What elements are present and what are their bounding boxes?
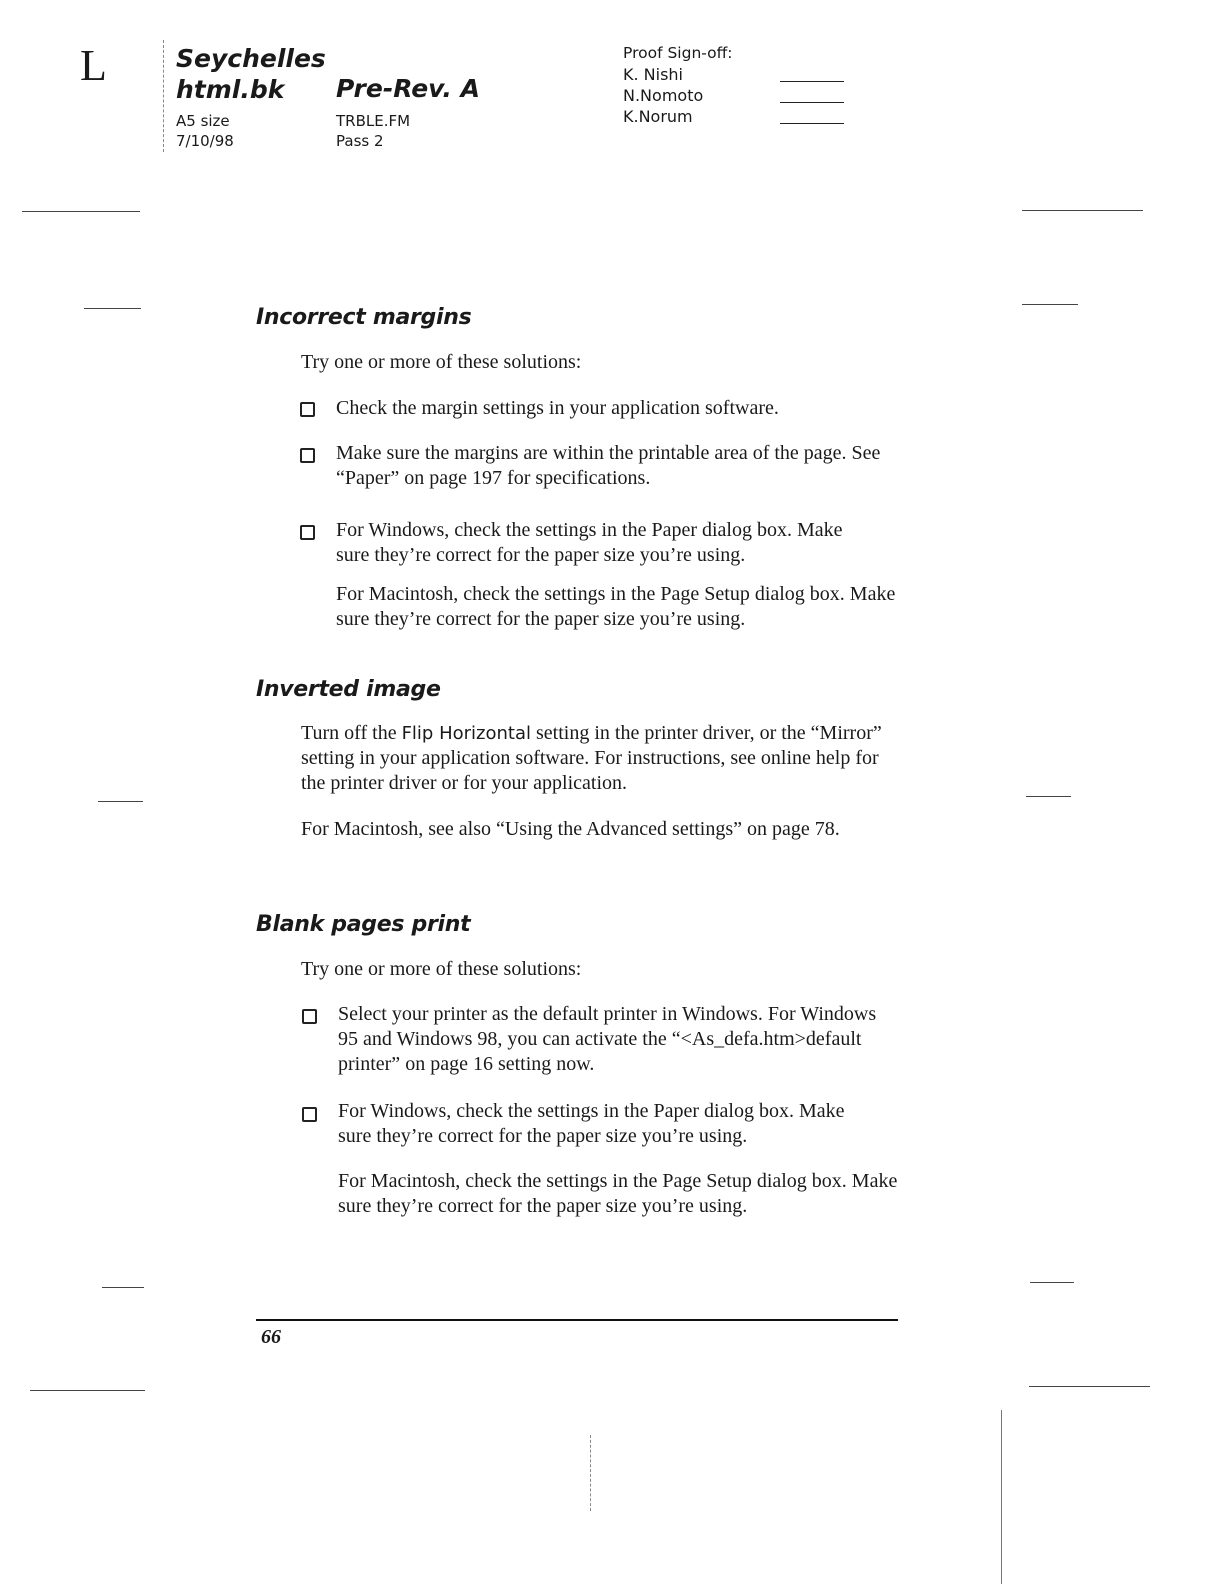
book-title-line1: Seychelles bbox=[176, 44, 326, 73]
blank-item-2: For Windows, check the settings in the Paper dialog box. Make sure they’re correct for the paper size you’re using. bbox=[338, 1100, 845, 1147]
blank-item-1: Select your printer as the default printer in Windows. For Windows 95 and Windows 98, you can activate the “<As_defa.htm>default printer” on page 16 setting now. bbox=[338, 1003, 877, 1075]
margins-item-3-mac: For Macintosh, check the settings in the Page Setup dialog box. Make sure they’re correct for the paper size you’re using. bbox=[336, 583, 896, 630]
blank-item-2-mac: For Macintosh, check the settings in the Page Setup dialog box. Make sure they’re correct for the paper size you’re using. bbox=[338, 1170, 898, 1217]
crop-mark bbox=[1022, 304, 1078, 305]
crop-mark bbox=[1026, 796, 1071, 797]
date-label: 7/10/98 bbox=[176, 132, 234, 150]
proof-title: Proof Sign-off: bbox=[623, 44, 733, 62]
proof-name: N.Nomoto bbox=[623, 86, 704, 105]
crop-mark bbox=[1022, 210, 1143, 211]
crop-mark bbox=[1030, 1282, 1074, 1283]
inverted-text-before: Turn off the bbox=[301, 722, 402, 744]
margins-intro: Try one or more of these solutions: bbox=[301, 351, 582, 373]
inverted-paragraph-1 bbox=[301, 721, 889, 796]
proof-name: K.Norum bbox=[623, 107, 693, 126]
crop-mark bbox=[84, 308, 141, 309]
checkbox-bullet-icon bbox=[302, 1009, 317, 1024]
pass-label: Pass 2 bbox=[336, 132, 384, 150]
signature-line bbox=[780, 81, 844, 82]
heading-incorrect-margins: Incorrect margins bbox=[256, 305, 472, 330]
signature-line bbox=[780, 102, 844, 103]
margins-item-2: Make sure the margins are within the printable area of the page. See “Paper” on page 197 for specifications. bbox=[336, 442, 881, 489]
crop-mark bbox=[22, 211, 140, 212]
edge-mark bbox=[1001, 1410, 1002, 1584]
book-title bbox=[176, 44, 326, 106]
checkbox-bullet-icon bbox=[302, 1107, 317, 1122]
crop-mark bbox=[1029, 1386, 1150, 1387]
file-label: TRBLE.FM bbox=[336, 112, 411, 130]
header-dashed-rule bbox=[163, 40, 164, 152]
checkbox-bullet-icon bbox=[300, 448, 315, 463]
prerev-label: Pre-Rev. A bbox=[336, 74, 480, 103]
meta-mid bbox=[336, 111, 410, 151]
checkbox-bullet-icon bbox=[300, 525, 315, 540]
page-number: 66 bbox=[261, 1326, 281, 1348]
proof-signoff bbox=[623, 43, 733, 127]
inverted-paragraph-2: For Macintosh, see also “Using the Advanced settings” on page 78. bbox=[301, 818, 840, 840]
size-label: A5 size bbox=[176, 112, 230, 130]
book-title-line2: html.bk bbox=[176, 75, 285, 104]
proof-name: K. Nishi bbox=[623, 65, 683, 84]
inverted-text-after: setting in the printer driver, or the “Mirror” setting in your application software. For instructions, see online help for the printer driver or for your application. bbox=[301, 722, 882, 794]
blank-intro: Try one or more of these solutions: bbox=[301, 958, 582, 980]
checkbox-bullet-icon bbox=[300, 402, 315, 417]
center-dashed-mark bbox=[590, 1435, 591, 1511]
flip-horizontal-setting: Flip Horizontal bbox=[401, 723, 531, 744]
heading-inverted-image: Inverted image bbox=[256, 677, 441, 702]
crop-mark bbox=[102, 1287, 144, 1288]
signature-line bbox=[780, 123, 844, 124]
heading-blank-pages-print: Blank pages print bbox=[256, 912, 471, 937]
corner-letter: L bbox=[80, 41, 107, 90]
margins-item-1: Check the margin settings in your application software. bbox=[336, 397, 779, 419]
margins-item-3: For Windows, check the settings in the Paper dialog box. Make sure they’re correct for the paper size you’re using. bbox=[336, 519, 843, 566]
footer-rule bbox=[256, 1319, 898, 1321]
crop-mark bbox=[30, 1390, 145, 1391]
meta-left bbox=[176, 111, 234, 151]
crop-mark bbox=[98, 801, 143, 802]
